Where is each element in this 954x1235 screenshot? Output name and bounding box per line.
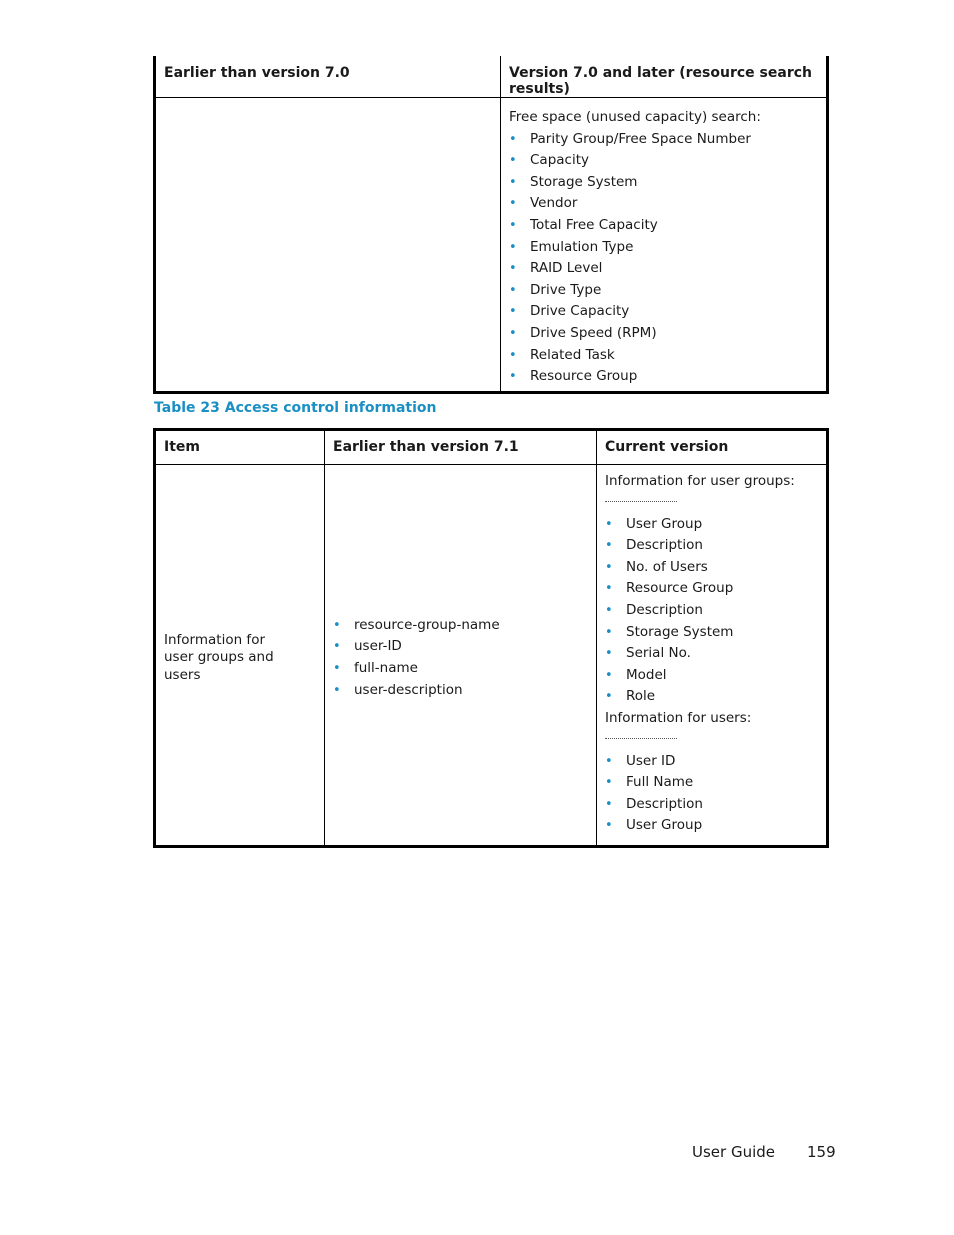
page-footer xyxy=(692,1143,836,1161)
cell-item xyxy=(155,465,325,847)
bullet-icon: • xyxy=(605,753,613,769)
list-item: • Emulation Type xyxy=(509,237,826,259)
bullet-icon: • xyxy=(509,347,517,363)
page-number: 159 xyxy=(807,1143,836,1161)
bullet-icon: • xyxy=(509,174,517,190)
list-item: • Related Task xyxy=(509,345,826,367)
table-22-continued xyxy=(153,56,829,394)
list-item: • Capacity xyxy=(509,150,826,172)
bullet-icon: • xyxy=(509,282,517,298)
users-list xyxy=(605,751,826,837)
list-item: • Role xyxy=(605,686,826,708)
list-item: • RAID Level xyxy=(509,258,826,280)
list-item: • User Group xyxy=(605,514,826,536)
list-item: • User Group xyxy=(605,815,826,837)
list-item: • No. of Users xyxy=(605,557,826,579)
bullet-icon: • xyxy=(509,153,517,169)
bullet-icon: • xyxy=(509,369,517,385)
list-item: • Model xyxy=(605,665,826,687)
item-text: Information for user groups and users xyxy=(164,631,274,683)
header-earlier-than-7-1: Earlier than version 7.1 xyxy=(325,430,597,465)
bullet-icon: • xyxy=(605,667,613,683)
bullet-icon: • xyxy=(509,239,517,255)
free-space-intro: Free space (unused capacity) search: xyxy=(509,109,761,125)
footer-label: User Guide xyxy=(692,1143,776,1161)
bullet-icon: • xyxy=(605,516,613,532)
free-space-list xyxy=(509,129,826,388)
header-version-7-0-and-later: Version 7.0 and later (resource search results) xyxy=(501,56,828,98)
bullet-icon: • xyxy=(509,261,517,277)
list-item: • full-name xyxy=(333,658,596,680)
list-item: • Resource Group xyxy=(509,366,826,388)
list-item: • Description xyxy=(605,535,826,557)
list-item: • Total Free Capacity xyxy=(509,215,826,237)
table-23-access-control xyxy=(153,428,829,848)
list-item: • user-description xyxy=(333,680,596,702)
list-item: • User ID xyxy=(605,751,826,773)
cell-earlier xyxy=(155,98,501,393)
list-item: • Parity Group/Free Space Number xyxy=(509,129,826,151)
list-item: • Description xyxy=(605,794,826,816)
bullet-icon: • xyxy=(333,617,341,633)
bullet-icon: • xyxy=(333,661,341,676)
header-current-version: Current version xyxy=(597,430,828,465)
table-header-row xyxy=(155,56,828,98)
cell-current xyxy=(597,465,828,847)
bullet-icon: • xyxy=(605,818,613,834)
header-item: Item xyxy=(155,430,325,465)
bullet-icon: • xyxy=(605,559,613,575)
user-groups-intro: Information for user groups: xyxy=(605,473,795,489)
bullet-icon: • xyxy=(605,581,613,597)
divider xyxy=(605,501,677,502)
bullet-icon: • xyxy=(605,602,613,618)
bullet-icon: • xyxy=(605,775,613,791)
list-item: • Storage System xyxy=(509,172,826,194)
users-intro: Information for users: xyxy=(605,709,752,726)
table-row xyxy=(155,98,828,393)
divider xyxy=(605,738,677,739)
list-item: • Storage System xyxy=(605,622,826,644)
bullet-icon: • xyxy=(605,646,613,662)
bullet-icon: • xyxy=(509,196,517,212)
table-row xyxy=(155,465,828,847)
bullet-icon: • xyxy=(605,796,613,812)
list-item: • Full Name xyxy=(605,772,826,794)
table-caption: Table 23 Access control information xyxy=(154,400,437,416)
list-item: • Description xyxy=(605,600,826,622)
header-earlier-than-7-0: Earlier than version 7.0 xyxy=(155,56,501,98)
list-item: • resource-group-name xyxy=(333,615,596,637)
bullet-icon: • xyxy=(509,304,517,320)
earlier-list xyxy=(333,615,596,701)
user-groups-list xyxy=(605,514,826,708)
list-item: • Resource Group xyxy=(605,578,826,600)
bullet-icon: • xyxy=(509,325,517,341)
bullet-icon: • xyxy=(605,624,613,640)
bullet-icon: • xyxy=(605,538,613,554)
bullet-icon: • xyxy=(509,131,517,147)
list-item: • Drive Type xyxy=(509,280,826,302)
bullet-icon: • xyxy=(605,689,613,705)
cell-later xyxy=(501,98,828,393)
cell-earlier xyxy=(325,465,597,847)
bullet-icon: • xyxy=(333,682,341,698)
list-item: • Drive Speed (RPM) xyxy=(509,323,826,345)
list-item: • Serial No. xyxy=(605,643,826,665)
table-header-row xyxy=(155,430,828,465)
list-item: • Vendor xyxy=(509,193,826,215)
bullet-icon: • xyxy=(333,639,341,655)
list-item: • Drive Capacity xyxy=(509,301,826,323)
bullet-icon: • xyxy=(509,217,517,233)
list-item: • user-ID xyxy=(333,636,596,658)
